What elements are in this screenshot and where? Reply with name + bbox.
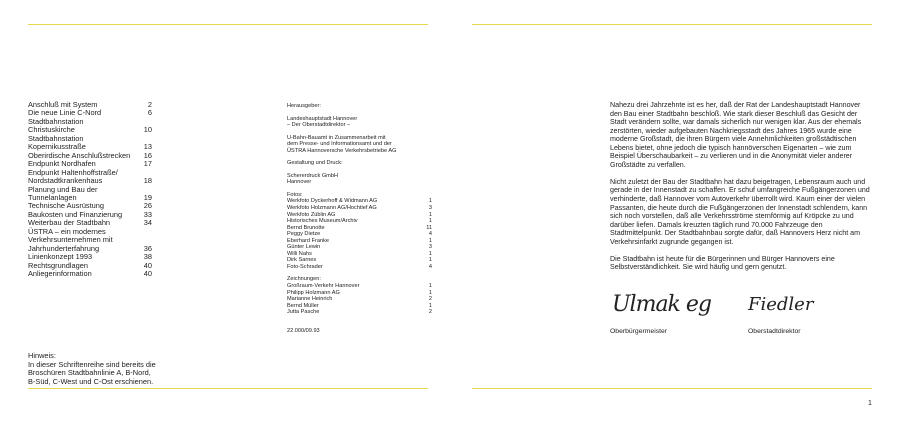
drawing-credit-title: Großraum-Verkehr Hannover — [287, 283, 360, 290]
toc-entry-title: Weiterbau der Stadtbahn — [28, 218, 111, 228]
photo-credit-title: Foto-Schrader — [287, 263, 323, 270]
toc-entry-title: Rechtsgrundlagen — [28, 260, 88, 270]
toc-entry-title: Anschluß mit System — [28, 100, 98, 109]
toc-entry-title: Kopernikusstraße — [28, 142, 86, 152]
photo-credit-title: Peggy Dietze — [287, 231, 321, 238]
cooperation-line: U-Bahn-Bauamt in Zusammenarbeit mit — [287, 134, 386, 141]
drawing-credits — [287, 283, 432, 316]
role-director: Oberstadtdirektor — [748, 328, 801, 335]
toc-entry-title: Endpunkt Nordhafen — [28, 159, 96, 169]
photo-credit-number: 4 — [428, 231, 432, 238]
toc-entry-title: Tunnelanlagen — [28, 192, 77, 202]
top-rule-right — [472, 24, 872, 25]
publisher-line: – Der Oberstadtdirektor – — [287, 122, 351, 129]
toc-entry-title: Linienkonzept 1993 — [28, 252, 93, 262]
toc-entry-title: Nordstadtkrankenhaus — [28, 176, 103, 186]
toc-entry-number: 40 — [143, 269, 152, 279]
hint-line: In dieser Schriftenreihe sind bereits die — [28, 359, 156, 369]
toc-entry-number: 17 — [143, 159, 152, 169]
photo-credit-title: Bernd Brunotte — [287, 224, 325, 231]
toc-entry-number: 2 — [147, 100, 152, 109]
toc-entry-number: 26 — [143, 201, 152, 211]
imprint — [287, 103, 432, 334]
drawing-credit-title: Marianne Heinrich — [287, 296, 333, 303]
photos-label: Fotos: — [287, 191, 303, 198]
cooperation-line: dem Presse- und Informationsamt und der — [287, 141, 392, 148]
photo-credit-title: Werkfoto Dyckerhoff & Widmann AG — [287, 198, 378, 205]
photo-credit-title: Werkfoto Holzmann AG/Hochtief AG — [287, 205, 377, 212]
drawing-credit-number: 1 — [428, 283, 432, 290]
photo-credit-title: Historisches Museum/Archiv — [287, 218, 358, 225]
toc-entry-number: 38 — [143, 252, 152, 262]
design-line: Schererdruck GmbH — [287, 172, 338, 179]
drawing-credit-number: 1 — [428, 302, 432, 309]
toc-entry-title: Stadtbahnstation — [28, 133, 84, 143]
hint-line: Broschüren Stadtbahnlinie A, B-Nord, — [28, 368, 151, 378]
bottom-rule-left — [28, 388, 428, 389]
photo-credit-number: 1 — [428, 198, 432, 205]
toc-entry-number: 36 — [143, 243, 152, 253]
top-rule-left — [28, 24, 428, 25]
design-label: Gestaltung und Druck: — [287, 160, 343, 167]
drawing-credit-number: 2 — [428, 309, 432, 316]
cooperation-line: ÜSTRA Hannoversche Verkehrsbetriebe AG — [287, 147, 397, 154]
toc-entry-title: Christuskirche — [28, 125, 75, 135]
photo-credit-number: 3 — [428, 244, 432, 251]
photo-credit-title: Willi Nahs — [287, 250, 312, 257]
photo-credits — [287, 198, 432, 270]
publisher-line: Landeshauptstadt Hannover — [287, 115, 358, 122]
edition-number: 22.000/09.93 — [287, 327, 320, 334]
drawing-credit-number: 1 — [428, 289, 432, 296]
toc-entry-number: 34 — [143, 218, 152, 228]
page-number: 1 — [868, 400, 872, 407]
photo-credit-title: Eberhard Franke — [287, 237, 329, 244]
signature-director: Fiedler — [748, 294, 814, 315]
toc-entry-title: Die neue Linie C-Nord — [28, 108, 102, 118]
toc-entry-title: Oberirdische Anschlußstrecken — [28, 150, 131, 160]
toc-entry-title: Baukosten und Finanzierung — [28, 209, 123, 219]
foreword-text — [610, 101, 872, 280]
toc-entry-title: Stadtbahnstation — [28, 116, 84, 126]
photo-credit-number: 1 — [428, 211, 432, 218]
photo-credit-number: 1 — [428, 257, 432, 264]
toc-entry-number: 18 — [143, 176, 152, 186]
photo-credit-number: 1 — [428, 218, 432, 225]
toc-entry-title: Anliegerinformation — [28, 269, 92, 279]
hint-label: Hinweis: — [28, 351, 56, 360]
paragraph: Nahezu drei Jahrzehnte ist es her, daß der Rat der Landeshauptstadt Hannover den Bau einer Stadtbahn beschloß. Wie stark dieser Beschluß das Gesicht der Stadt verändern sollte, war damals sicherlich nur wenigen klar. Aus der ehemals zerstörten, wieder aufgebauten Nachkriegsstadt des Jahres 1965 wurde eine moderne Großstadt, die ihren Bürgern viele Annehmlichkeiten großstädtischen Lebens bietet, ohne jedoch die typisch hannöverschen Eigenarten – wie zum Beispiel Überschaubarkeit – zu verlieren und in die Anonymität vieler anderer Großstädte zu verfallen. — [610, 101, 862, 169]
toc-entry-number: 33 — [143, 209, 152, 219]
toc-entry-number: 19 — [143, 192, 152, 202]
photo-credit-number: 11 — [426, 224, 432, 231]
photo-credit-number: 4 — [428, 263, 432, 270]
toc-entry-number: 40 — [143, 260, 152, 270]
drawing-credit-title: Jutta Pasche — [287, 309, 320, 316]
photo-credit-number: 1 — [428, 250, 432, 257]
bottom-rule-right — [472, 388, 872, 389]
signature-mayor: Ulmak eg — [612, 292, 711, 317]
photo-credit-number: 3 — [428, 205, 432, 212]
toc-entry-number: 6 — [147, 108, 152, 118]
paragraph: Die Stadtbahn ist heute für die Bürgerinnen und Bürger Hannovers eine Selbstverständlichkeit. Sie wird häufig und gern genutzt. — [610, 254, 835, 272]
paragraph: Nicht zuletzt der Bau der Stadtbahn hat dazu beigetragen, Lebensraum auch und gerade in der Innenstadt zu schaffen. Er schuf umfangreiche Fußgängerzonen und verhinderte, daß Hannover vom Autoverkehr überrollt wird. Kaum einer der vielen Passanten, die heute durch die Fußgängerzonen der Innenstadt schlendern, kann sich noch vorstellen, daß alle Verkehrsströme sternförmig auf Kröpcke zu und darüber liefen. Damals kreuzten täglich rund 70.000 Fahrzeuge den Stadtmittelpunkt. Der Stadtbahnbau sorgte dafür, daß Hannovers Herz nicht am Verkehrsinfarkt zugrunde gegangen ist. — [610, 177, 870, 246]
photo-credit-title: Günter Lewin — [287, 244, 321, 251]
toc-entry-title: Verkehrsunternehmen mit — [28, 235, 113, 245]
toc-entry-number — [136, 228, 152, 236]
photo-credit-title: Dirk Sarnes — [287, 257, 317, 264]
drawing-credit-title: Bernd Müller — [287, 302, 319, 309]
toc-entry-title: Planung und Bau der — [28, 184, 98, 194]
toc-entry-title: ÜSTRA – ein modernes — [28, 226, 106, 236]
photo-credit-title: Werkfoto Züblin AG — [287, 211, 336, 218]
toc-entry-title: Jahrhunderterfahrung — [28, 243, 100, 253]
toc-entry-number: 13 — [143, 142, 152, 152]
series-hint — [28, 352, 188, 386]
toc-entry-title: Technische Ausrüstung — [28, 201, 105, 211]
hint-line: B-Süd, C-West und C-Ost erschienen. — [28, 376, 154, 386]
drawing-credit-title: Philipp Holzmann AG — [287, 289, 340, 296]
toc-entry-number: 16 — [143, 150, 152, 160]
toc-entry-number: 10 — [143, 125, 152, 135]
role-mayor: Oberbürgermeister — [610, 328, 668, 335]
drawings-label: Zeichnungen: — [287, 276, 321, 283]
toc-entry — [28, 270, 152, 278]
design-line: Hannover — [287, 179, 312, 186]
photo-credit-number: 1 — [428, 237, 432, 244]
toc-entry-title: Endpunkt Haltenhoffstraße/ — [28, 167, 118, 177]
publisher-label: Herausgeber: — [287, 103, 321, 109]
drawing-credit-number: 2 — [428, 296, 432, 303]
table-of-contents — [28, 101, 152, 279]
